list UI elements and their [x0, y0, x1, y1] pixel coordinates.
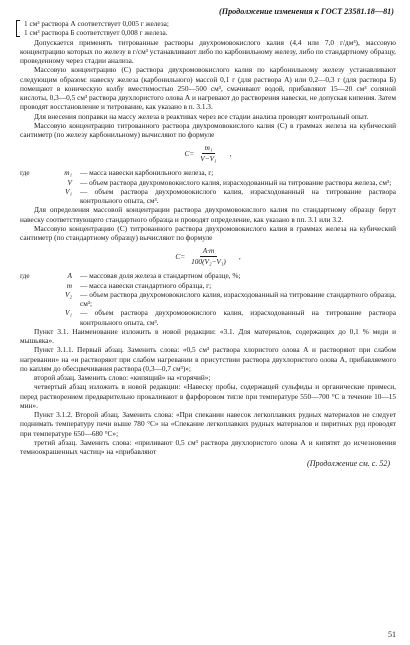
legend-symbol: V — [67, 177, 72, 187]
legend-symbol: A — [67, 271, 72, 281]
legend-row — [20, 281, 396, 290]
legend-where: где — [20, 271, 30, 281]
numerator: A·m — [200, 246, 218, 257]
formula-lhs: C= — [184, 149, 195, 159]
fraction — [197, 143, 219, 164]
formula-carbonyl — [20, 143, 396, 164]
paragraph: второй абзац. Заменить слово: «кипящий» на «горячий»; — [34, 373, 211, 382]
legend-text: — массовая доля железа в стандартном образце, %; — [80, 271, 241, 281]
legend-symbol: V₁ — [65, 308, 72, 318]
continuation-note: (Продолжение см. с. 52) — [307, 459, 390, 469]
formula-standard — [20, 246, 396, 267]
legend-where: где — [20, 168, 30, 178]
legend-where — [20, 187, 50, 206]
legend-where — [20, 290, 50, 309]
legend-list-1 — [20, 168, 396, 205]
legend-symbol: V₂ — [65, 289, 72, 299]
paragraph: Массовую концентрацию титрованного раствора двухромовокислого калия (С) в граммах железа на кубический сантиметр (по железу карбонильному) вычисляют по формуле — [20, 120, 396, 139]
paragraph: Пункт 3.1. Наименование изложить в новой редакции: «3.1. Для материалов, содержащих до 0,1 % меди и мышьяка». — [20, 326, 396, 345]
legend-row — [20, 290, 396, 309]
legend-where — [20, 178, 50, 187]
legend-row — [20, 168, 396, 177]
legend-row — [20, 187, 396, 206]
brace-line: 1 см³ раствора А соответствует 0,005 г железа; — [24, 19, 169, 28]
legend-symbol: V₁ — [65, 186, 72, 196]
legend-row — [20, 271, 396, 280]
paragraph: Допускается применять титрованные растворы двухромовокислого калия (4,4 или 7,0 г/дм³), массовую концентрацию которых по железу в г/см³ устанавливают либо по карбонильному железу, либо по стандартному образцу, проведенному через стадии анализа. — [20, 37, 396, 65]
formula-tail: , — [229, 149, 232, 159]
legend-where — [20, 281, 50, 290]
legend-list-2 — [20, 271, 396, 327]
paragraph: третий абзац. Заменить слова: «приливают 0,5 см³ раствора двухлористого олова А и кипятят до исчезновения темноокрашенных частиц» на «прибавляют — [20, 437, 396, 456]
legend-row — [20, 308, 396, 327]
brace-block — [20, 19, 396, 38]
legend-symbol: m₁ — [64, 168, 72, 178]
paragraph: четвертый абзац изложить в новой редакции: «Навеску пробы, содержащей сульфиды и органические примеси, перед растворением предварительно прокаливают в фарфоровом тигле при температуре 550—700 °С в течение 10—15 мин». — [20, 382, 396, 410]
legend-text: — масса навески стандартного образца, г; — [80, 280, 212, 290]
page-header: (Продолжение изменения к ГОСТ 23581.18—81) — [218, 7, 394, 16]
page-number: 51 — [388, 629, 396, 639]
legend-text: — объем раствора двухромовокислого калия, израсходованный на титрование стандартного образца, см³; — [80, 289, 396, 308]
paragraph: Для определения массовой концентрации раствора двухромовокислого калия по стандартному образцу берут навеску соответствующего стандартного образца и проводят определение, как указано в пп. 3.1 или 3.2. — [20, 205, 396, 224]
formula-lhs: C= — [175, 252, 186, 262]
paragraph: Массовую концентрацию (С) раствора двухромовокислого калия по карбонильному железу устанавливают следующим образом: навеску железа (карбонильного) массой 0,1 г (для раствора А) или 0,2—0,3 г (для раствора Б) помещают в коническую колбу вместимостью 250—500 см³, смачивают водой, прибавляют 15—20 см³ соляной кислоты, 0,3—0,5 см³ раствора двухлористого олова А и нагревают до растворения навески, не допуская кипения. Затем проводят восстановление и титрование, как указано в п. 3.1.3. — [20, 65, 396, 112]
legend-text: — масса навески карбонильного железа, г; — [80, 168, 214, 178]
denominator: 100(V₂−V₁) — [191, 257, 226, 267]
legend-symbol: m — [66, 280, 72, 290]
brace-line: 1 см³ раствора Б соответствует 0,008 г железа. — [24, 28, 168, 38]
legend-where — [20, 308, 50, 327]
fraction — [188, 246, 229, 267]
legend-text: — объем раствора двухромовокислого калия, израсходованный на титрование раствора железа, см³; — [80, 177, 392, 187]
legend-text: — объем раствора двухромовокислого калия, израсходованный на титрование раствора контрольного опыта, см³. — [80, 186, 396, 205]
denominator: V−V₁ — [200, 154, 217, 164]
legend-text: — объем раствора двухромовокислого калия, израсходованный на титрование раствора контрольного опыта, см³. — [80, 308, 396, 327]
paragraph: Пункт 3.1.2. Второй абзац. Заменить слова: «При спекании навесок легкоплавких рудных материалов не следует поднимать температуру печи выше 780 °С» на «Спекание легкоплавких рудных материалов и пиритных руд проводят при температуре 650—680 °С»; — [20, 410, 396, 438]
numerator: m₁ — [202, 143, 216, 154]
paragraph: Для внесения поправки на массу железа в реактивах через все стадии анализа проводят контрольный опыт. — [34, 111, 369, 121]
legend-row — [20, 178, 396, 187]
paragraph: Массовую концентрацию (С) титрованного раствора двухромовокислого калия в граммах железа на кубический сантиметр (по стандартному образцу) вычисляют по формуле — [20, 223, 396, 242]
formula-tail: , — [238, 252, 241, 262]
paragraph: Пункт 3.1.1. Первый абзац. Заменить слова: «0,5 см³ раствора хлористого олова А и растворяют при слабом нагревании» на «и растворяют при слабом нагревании в присутствии раствора двухлористого олова А, прибавляемого по каплям до обесцвечивания раствора (0,3—0,7 см³)»; — [20, 345, 396, 373]
